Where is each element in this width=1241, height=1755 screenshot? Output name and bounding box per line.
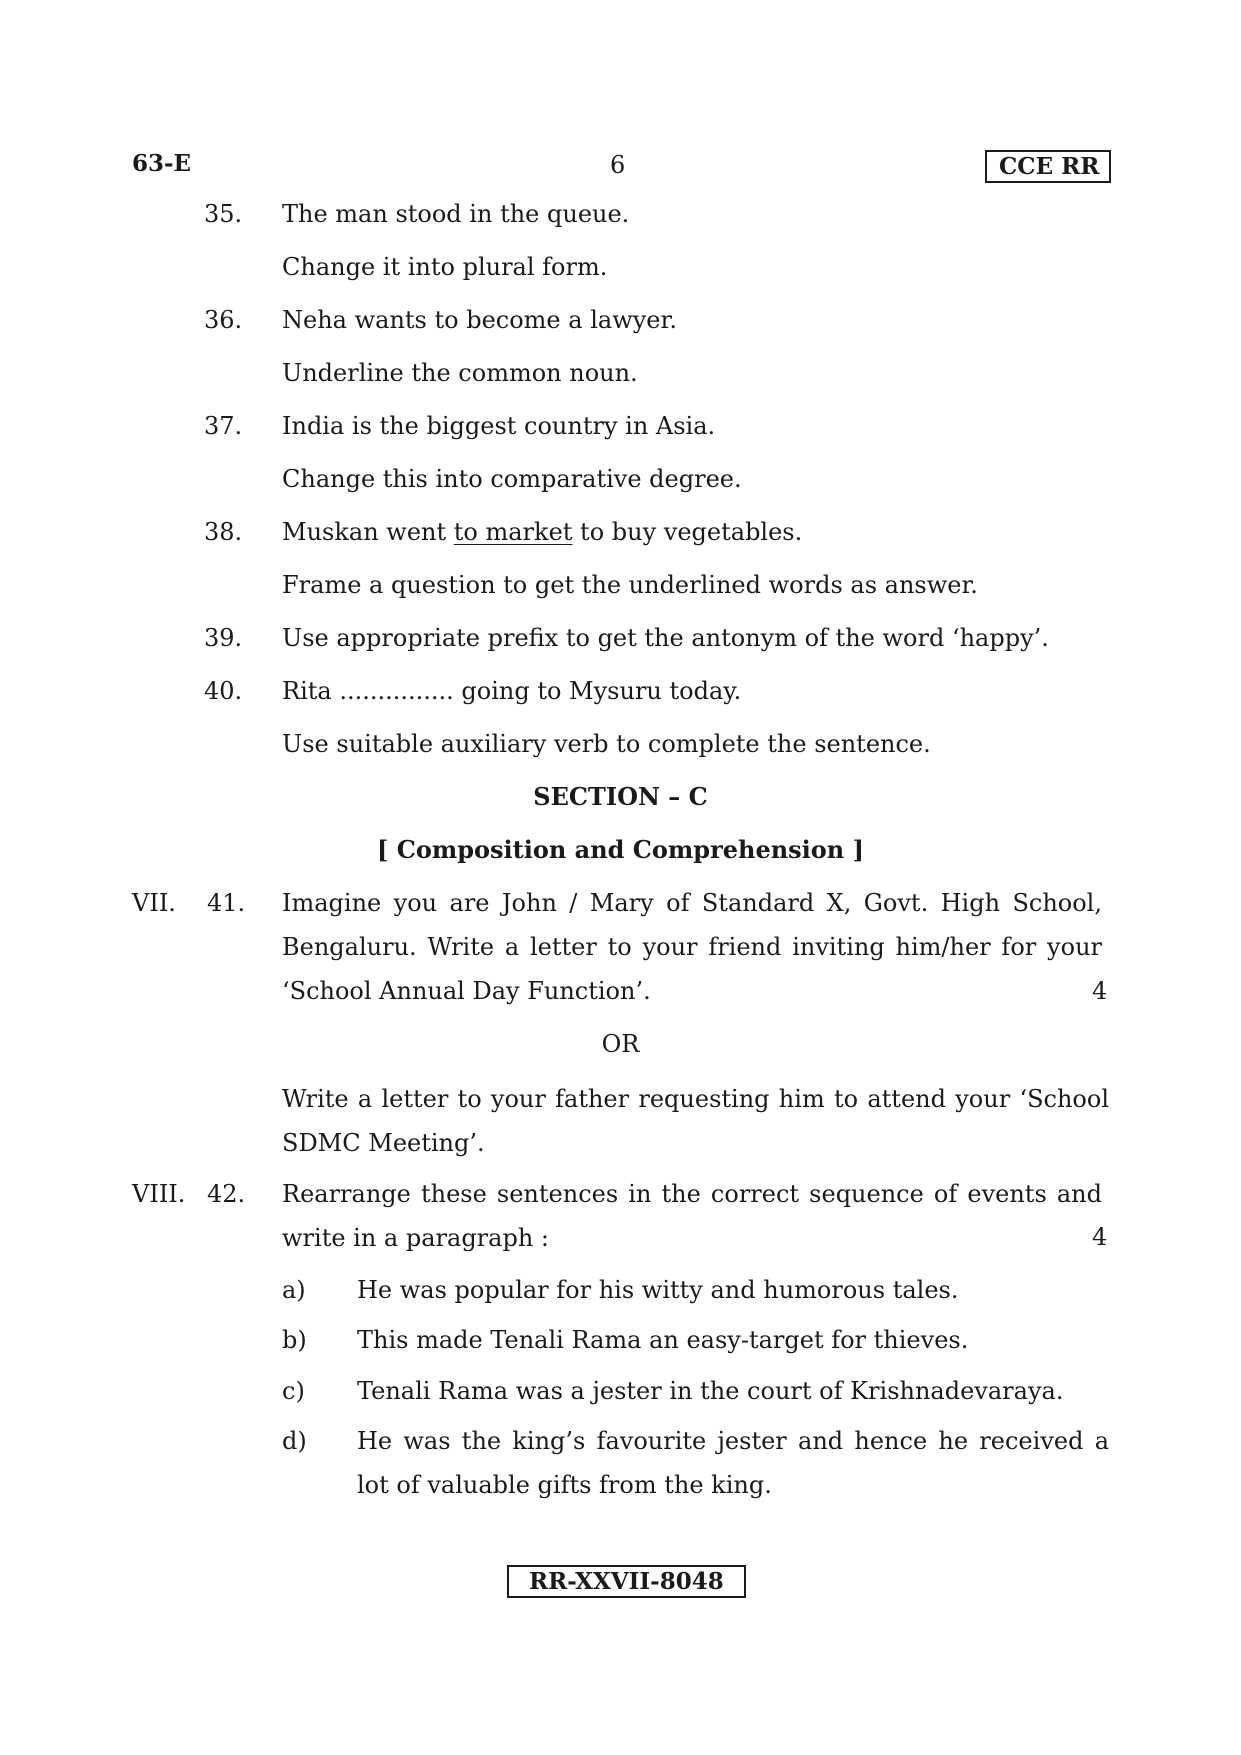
question-instruction: Underline the common noun.: [282, 359, 638, 387]
question-text-part: Muskan went: [282, 518, 454, 546]
question-number: 40.: [204, 677, 243, 705]
question-instruction: Change it into plural form.: [282, 253, 608, 281]
question-text-part: to buy vegetables.: [572, 518, 803, 546]
question-number: 38.: [204, 518, 243, 546]
question-number: 39.: [204, 624, 243, 652]
section-title: SECTION – C: [533, 782, 708, 811]
question-text: Rearrange these sentences in the correct sequence of events and write in a paragraph :: [282, 1180, 1102, 1252]
question-number: 35.: [204, 200, 243, 228]
footer-code: RR-XXVII-8048: [507, 1565, 746, 1598]
option-label: d): [282, 1427, 307, 1455]
option-text: This made Tenali Rama an easy-target for thieves.: [357, 1326, 969, 1354]
question-number: 37.: [204, 412, 243, 440]
series-label: CCE RR: [985, 150, 1111, 183]
question-alt-text: Write a letter to your father requesting him to attend your ‘School SDMC Meeting’.: [282, 1085, 1109, 1157]
question-number: 36.: [204, 306, 243, 334]
question-text: Neha wants to become a lawyer.: [282, 306, 677, 334]
question-instruction: Use suitable auxiliary verb to complete the sentence.: [282, 730, 931, 758]
option-label: a): [282, 1276, 306, 1304]
question-text: The man stood in the queue.: [282, 200, 630, 228]
option-text: Tenali Rama was a jester in the court of Krishnadevaraya.: [357, 1377, 1064, 1405]
underlined-words: to market: [453, 518, 573, 546]
marks: 4: [1092, 1223, 1108, 1251]
page-number: 6: [610, 151, 626, 179]
question-text: Imagine you are John / Mary of Standard X, Govt. High School, Bengaluru. Write a letter to your friend inviting him/her for your ‘School Annual Day Function’.: [282, 889, 1102, 1005]
option-label: c): [282, 1377, 305, 1405]
section-subtitle: [ Composition and Comprehension ]: [377, 835, 864, 864]
or-divider: OR: [601, 1030, 640, 1058]
roman-numeral: VII.: [132, 889, 176, 917]
question-text: Rita ............... going to Mysuru today.: [282, 677, 742, 705]
roman-numeral: VIII.: [132, 1180, 186, 1208]
option-text: He was the king’s favourite jester and hence he received a lot of valuable gifts from the king.: [357, 1427, 1109, 1499]
question-text: India is the biggest country in Asia.: [282, 412, 716, 440]
question-number: 42.: [207, 1180, 246, 1208]
paper-code: 63-E: [132, 150, 192, 177]
question-instruction: Change this into comparative degree.: [282, 465, 742, 493]
question-instruction: Frame a question to get the underlined words as answer.: [282, 571, 978, 599]
question-number: 41.: [207, 889, 246, 917]
option-label: b): [282, 1326, 307, 1354]
marks: 4: [1092, 977, 1108, 1005]
option-text: He was popular for his witty and humorous tales.: [357, 1276, 959, 1304]
question-text: Use appropriate prefix to get the antonym of the word ‘happy’.: [282, 624, 1049, 652]
question-text: [282, 517, 802, 547]
